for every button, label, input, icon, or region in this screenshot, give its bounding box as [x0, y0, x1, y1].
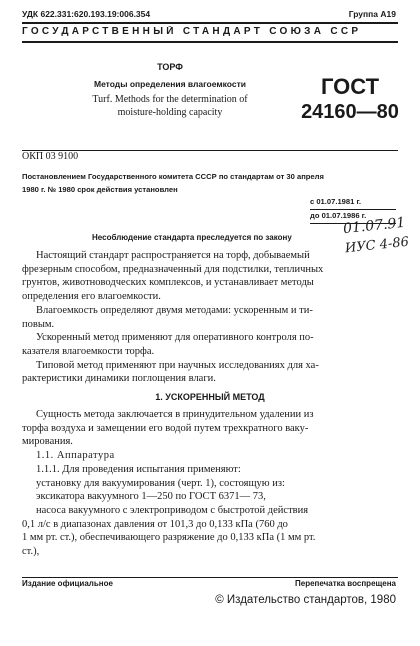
footer-rule	[22, 577, 398, 578]
document-title-en-line1: Turf. Methods for the determination of	[92, 94, 248, 105]
paragraph-line: ст.),	[22, 546, 40, 558]
paragraph-line: казателя влагоемкости торфа.	[22, 345, 155, 357]
legal-warning: Несоблюдение стандарта преследуется по закону	[92, 233, 292, 242]
gost-label: ГОСТ	[320, 74, 380, 99]
handwritten-amendment-note: ИУС 4-86	[344, 234, 410, 257]
paragraph-line: торфа воздуха и замещении его водой путем трехкратного ваку-	[22, 422, 309, 434]
effective-until-date: до 01.07.1986 г.	[310, 211, 367, 220]
udk-code: УДК 622.331:620.193.19:006.354	[22, 9, 151, 19]
header-rule-top	[22, 22, 398, 24]
paragraph-line: Влагоемкость определяют двумя методами: ускоренным и ти-	[36, 304, 313, 316]
handwritten-extension-date: 01.07.91	[342, 214, 407, 238]
body-text	[22, 249, 398, 386]
paragraph-line: грунтов, животноводческих комплексов, и устанавливает методы	[22, 277, 314, 289]
paragraph-line: Типовой метод применяют при научных исследованиях для ха-	[36, 359, 319, 371]
paragraph-line: повым.	[22, 318, 55, 330]
document-title-ru: Методы определения влагоемкости	[93, 79, 246, 89]
date-underline-1	[310, 209, 396, 210]
gost-number: 24160—80	[301, 101, 399, 123]
group-code: Группа А19	[348, 9, 396, 19]
official-edition-label: Издание официальное	[22, 579, 113, 588]
section-text	[22, 408, 398, 559]
list-item: эксикатора вакуумного 1—250 по ГОСТ 6371— 73,	[36, 491, 266, 503]
paragraph-line: 0,1 л/с в диапазонах давления от 101,3 до 0,133 кПа (760 до	[22, 518, 288, 530]
paragraph-line: мирования.	[22, 436, 73, 448]
paragraph-line: определения его влагоемкости.	[22, 291, 161, 303]
paragraph-line: 1.1.1. Для проведения испытания применяют:	[36, 463, 241, 475]
okp-code: ОКП 03 9100	[22, 151, 79, 162]
publisher-copyright: © Издательство стандартов, 1980	[215, 594, 396, 606]
list-item: установку для вакуумирования (черт. 1), состоящую из:	[36, 477, 285, 489]
decree-line2: 1980 г. № 1980 срок действия установлен	[22, 185, 178, 194]
section-title: 1. УСКОРЕННЫЙ МЕТОД	[155, 392, 265, 402]
header-rule-bottom	[22, 41, 398, 43]
paragraph-line: Настоящий стандарт распространяется на торф, добываемый	[36, 250, 310, 261]
paragraph-line: Сущность метода заключается в принудительном удалении из	[36, 409, 314, 420]
document-subject: ТОРФ	[157, 62, 183, 72]
paragraph-line: фрезерным способом, предназначенный для подстилки, тепличных	[22, 263, 324, 275]
paragraph-line: 1 мм рт. ст.), обеспечивающего разряжение до 0,133 кПа (1 мм рт.	[22, 532, 316, 544]
state-standard-banner: ГОСУДАРСТВЕННЫЙ СТАНДАРТ СОЮЗА ССР	[22, 26, 362, 37]
reprint-prohibited-label: Перепечатка воспрещена	[295, 579, 396, 588]
paragraph-line: Ускоренный метод применяют для оперативного контроля по-	[36, 332, 314, 344]
okp-rule	[22, 150, 398, 151]
decree-line1: Постановлением Государственного комитета СССР по стандартам от 30 апреля	[22, 172, 324, 181]
paragraph-line: рактеристики динамики поглощения влаги.	[22, 373, 216, 385]
list-item: насоса вакуумного с электроприводом с быстротой действия	[36, 504, 309, 516]
effective-from-date: с 01.07.1981 г.	[310, 197, 361, 206]
document-title-en-line2: moisture-holding capacity	[117, 107, 223, 118]
subsection-heading: 1.1. Аппаратура	[36, 450, 115, 462]
